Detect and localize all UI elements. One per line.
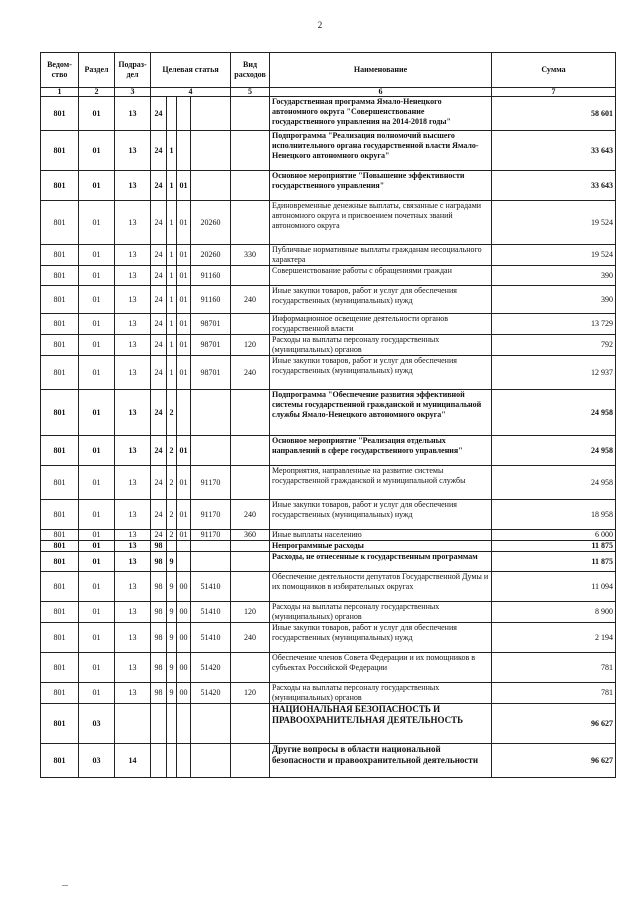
cell-cs-program: 24 [151,171,167,201]
cell-podrazdel: 13 [115,266,151,286]
cell-cs-subprogram: 9 [167,653,177,683]
cell-naimenovanie: Иные закупки товаров, работ и услуг для обеспечения государственных (муниципальных) нужд [270,623,492,653]
cell-vedomstvo: 801 [41,530,79,541]
cell-vid-rashodov [231,314,270,335]
table-row [41,572,616,602]
cell-cs-event: 01 [177,171,191,201]
cell-summa: 96 627 [492,704,616,744]
cell-razdel: 01 [79,171,115,201]
cell-vedomstvo: 801 [41,245,79,266]
cell-naimenovanie: Мероприятия, направленные на развитие системы государственной гражданской и муниципальной службы [270,466,492,500]
cell-cs-direction [191,744,231,778]
cell-cs-program: 24 [151,436,167,466]
cell-summa: 24 958 [492,390,616,436]
cell-naimenovanie: Информационное освещение деятельности органов государственной власти [270,314,492,335]
cell-naimenovanie: Непрограммные расходы [270,541,492,552]
cell-vedomstvo: 801 [41,623,79,653]
cell-podrazdel: 13 [115,541,151,552]
cell-cs-program: 98 [151,683,167,704]
cell-podrazdel [115,704,151,744]
cell-cs-subprogram: 9 [167,623,177,653]
cell-cs-program: 24 [151,245,167,266]
header-vid-rashodov: Вид расходов [231,53,270,88]
cell-cs-event: 01 [177,201,191,245]
table-row [41,653,616,683]
cell-razdel: 01 [79,314,115,335]
cell-summa: 8 900 [492,602,616,623]
cell-vid-rashodov [231,436,270,466]
cell-cs-event [177,97,191,131]
cell-cs-subprogram: 1 [167,201,177,245]
cell-cs-subprogram: 1 [167,171,177,201]
cell-cs-event: 01 [177,356,191,390]
cell-summa: 781 [492,683,616,704]
cell-naimenovanie: Расходы, не отнесенные к государственным программам [270,552,492,572]
cell-summa: 96 627 [492,744,616,778]
cell-summa: 33 643 [492,131,616,171]
cell-podrazdel: 13 [115,623,151,653]
cell-vedomstvo: 801 [41,171,79,201]
col-number-7: 7 [492,88,616,97]
cell-razdel: 01 [79,653,115,683]
cell-vid-rashodov [231,704,270,744]
cell-cs-program: 24 [151,500,167,530]
cell-naimenovanie: Единовременные денежные выплаты, связанные с наградами автономного округа и присвоением почетных званий автономного округа [270,201,492,245]
cell-cs-event: 00 [177,602,191,623]
cell-cs-subprogram: 1 [167,131,177,171]
cell-vedomstvo: 801 [41,500,79,530]
col-number-2: 2 [79,88,115,97]
cell-cs-direction: 51420 [191,683,231,704]
cell-summa: 390 [492,266,616,286]
cell-vedomstvo: 801 [41,266,79,286]
cell-razdel: 01 [79,541,115,552]
cell-cs-direction: 51410 [191,572,231,602]
cell-summa: 781 [492,653,616,683]
cell-summa: 19 524 [492,201,616,245]
cell-cs-program: 98 [151,552,167,572]
cell-cs-subprogram: 9 [167,552,177,572]
table-row [41,171,616,201]
cell-cs-event [177,390,191,436]
table-row [41,245,616,266]
cell-vid-rashodov [231,541,270,552]
cell-cs-event: 00 [177,623,191,653]
budget-table [40,52,616,778]
cell-naimenovanie: Иные закупки товаров, работ и услуг для обеспечения государственных (муниципальных) нужд [270,286,492,314]
cell-cs-subprogram: 2 [167,390,177,436]
cell-cs-subprogram: 2 [167,530,177,541]
page-number: 2 [317,20,323,30]
cell-cs-event [177,541,191,552]
cell-vedomstvo: 801 [41,314,79,335]
cell-vid-rashodov [231,390,270,436]
cell-summa: 11 094 [492,572,616,602]
cell-naimenovanie: Публичные нормативные выплаты гражданам несоциального характера [270,245,492,266]
table-row [41,266,616,286]
scan-mark [62,885,68,886]
cell-cs-program: 24 [151,314,167,335]
cell-cs-subprogram: 2 [167,500,177,530]
cell-summa: 24 958 [492,436,616,466]
col-number-5: 5 [231,88,270,97]
cell-naimenovanie: Основное мероприятие "Повышение эффективности государственного управления" [270,171,492,201]
table-row [41,466,616,500]
cell-podrazdel: 13 [115,335,151,356]
cell-podrazdel: 13 [115,653,151,683]
table-row [41,286,616,314]
header-podrazdel: Подраз-дел [115,53,151,88]
table-row [41,704,616,744]
col-number-3: 3 [115,88,151,97]
cell-vedomstvo: 801 [41,97,79,131]
table-row [41,390,616,436]
cell-vid-rashodov: 240 [231,623,270,653]
cell-cs-subprogram: 1 [167,286,177,314]
header-naimenovanie: Наименование [270,53,492,88]
cell-summa: 18 958 [492,500,616,530]
cell-naimenovanie: Иные закупки товаров, работ и услуг для обеспечения государственных (муниципальных) нужд [270,500,492,530]
cell-cs-event: 00 [177,572,191,602]
cell-vid-rashodov: 120 [231,335,270,356]
cell-podrazdel: 13 [115,201,151,245]
cell-razdel: 01 [79,572,115,602]
col-number-1: 1 [41,88,79,97]
cell-vedomstvo: 801 [41,683,79,704]
cell-vid-rashodov: 240 [231,500,270,530]
cell-cs-program [151,744,167,778]
cell-cs-direction: 98701 [191,335,231,356]
cell-cs-direction [191,97,231,131]
cell-razdel: 01 [79,623,115,653]
cell-cs-program: 24 [151,201,167,245]
cell-summa: 58 601 [492,97,616,131]
cell-cs-direction [191,541,231,552]
col-number-6: 6 [270,88,492,97]
table-row [41,131,616,171]
cell-cs-event: 01 [177,530,191,541]
cell-cs-subprogram: 1 [167,266,177,286]
cell-cs-event: 01 [177,314,191,335]
cell-cs-direction: 20260 [191,245,231,266]
cell-vid-rashodov: 330 [231,245,270,266]
cell-razdel: 01 [79,286,115,314]
cell-summa: 33 643 [492,171,616,201]
cell-cs-direction: 51420 [191,653,231,683]
cell-vedomstvo: 801 [41,744,79,778]
cell-cs-program: 24 [151,530,167,541]
cell-cs-program: 24 [151,356,167,390]
cell-cs-subprogram: 9 [167,683,177,704]
cell-podrazdel: 14 [115,744,151,778]
col-number-4: 4 [151,88,231,97]
cell-naimenovanie: Подпрограмма "Реализация полномочий высшего исполнительного органа государственной власти Ямало-Ненецкого автономного округа" [270,131,492,171]
cell-cs-program: 24 [151,390,167,436]
cell-razdel: 01 [79,552,115,572]
cell-cs-subprogram [167,97,177,131]
cell-podrazdel: 13 [115,572,151,602]
cell-vedomstvo: 801 [41,541,79,552]
table-body [41,97,616,778]
cell-cs-direction: 98701 [191,314,231,335]
cell-naimenovanie: Обеспечение членов Совета Федерации и их помощников в субъектах Российской Федерации [270,653,492,683]
cell-razdel: 01 [79,530,115,541]
cell-vid-rashodov [231,466,270,500]
cell-vedomstvo: 801 [41,602,79,623]
cell-podrazdel: 13 [115,552,151,572]
cell-summa: 13 729 [492,314,616,335]
table-row [41,356,616,390]
table-row [41,97,616,131]
cell-cs-subprogram: 1 [167,335,177,356]
cell-summa: 2 194 [492,623,616,653]
table-row [41,500,616,530]
cell-naimenovanie: Совершенствование работы с обращениями граждан [270,266,492,286]
cell-podrazdel: 13 [115,286,151,314]
cell-cs-program: 24 [151,266,167,286]
cell-cs-direction [191,704,231,744]
cell-naimenovanie: Обеспечение деятельности депутатов Государственной Думы и их помощников в избирательных округах [270,572,492,602]
cell-cs-program: 24 [151,286,167,314]
cell-naimenovanie: Иные выплаты населению [270,530,492,541]
cell-naimenovanie: Основное мероприятие "Реализация отдельных направлений в сфере государственного управления" [270,436,492,466]
cell-vedomstvo: 801 [41,466,79,500]
cell-cs-program: 98 [151,602,167,623]
cell-vedomstvo: 801 [41,552,79,572]
cell-razdel: 01 [79,245,115,266]
table-row [41,541,616,552]
cell-naimenovanie: Подпрограмма "Обеспечение развития эффективной системы государственной гражданской и муниципальной службы Ямало-Ненецкого автономного округа" [270,390,492,436]
cell-razdel: 01 [79,683,115,704]
cell-cs-event: 01 [177,245,191,266]
cell-cs-event: 00 [177,683,191,704]
cell-naimenovanie: Расходы на выплаты персоналу государственных (муниципальных) органов [270,602,492,623]
cell-naimenovanie: Иные закупки товаров, работ и услуг для обеспечения государственных (муниципальных) нужд [270,356,492,390]
cell-razdel: 01 [79,356,115,390]
cell-podrazdel: 13 [115,97,151,131]
cell-cs-subprogram: 1 [167,245,177,266]
cell-vid-rashodov [231,171,270,201]
cell-podrazdel: 13 [115,602,151,623]
cell-vid-rashodov: 240 [231,356,270,390]
cell-cs-direction: 51410 [191,623,231,653]
cell-cs-subprogram [167,744,177,778]
cell-razdel: 03 [79,704,115,744]
cell-cs-direction: 91160 [191,286,231,314]
cell-vid-rashodov: 120 [231,683,270,704]
cell-naimenovanie: Другие вопросы в области национальной безопасности и правоохранительной деятельности [270,744,492,778]
cell-cs-program [151,704,167,744]
cell-podrazdel: 13 [115,171,151,201]
cell-razdel: 01 [79,266,115,286]
table-row [41,623,616,653]
header-vedomstvo: Ведом-ство [41,53,79,88]
cell-cs-subprogram [167,541,177,552]
cell-razdel: 01 [79,602,115,623]
cell-vedomstvo: 801 [41,436,79,466]
cell-cs-event [177,744,191,778]
cell-razdel: 01 [79,466,115,500]
cell-naimenovanie: НАЦИОНАЛЬНАЯ БЕЗОПАСНОСТЬ И ПРАВООХРАНИТЕЛЬНАЯ ДЕЯТЕЛЬНОСТЬ [270,704,492,744]
cell-podrazdel: 13 [115,356,151,390]
cell-cs-direction [191,390,231,436]
cell-cs-program: 24 [151,466,167,500]
cell-cs-subprogram: 9 [167,602,177,623]
cell-summa: 390 [492,286,616,314]
cell-vid-rashodov [231,572,270,602]
cell-cs-direction: 98701 [191,356,231,390]
cell-vedomstvo: 801 [41,572,79,602]
table-row [41,436,616,466]
cell-cs-subprogram [167,704,177,744]
cell-vedomstvo: 801 [41,286,79,314]
cell-razdel: 03 [79,744,115,778]
cell-cs-subprogram: 1 [167,314,177,335]
cell-vid-rashodov [231,653,270,683]
cell-cs-event: 01 [177,500,191,530]
cell-cs-subprogram: 9 [167,572,177,602]
cell-cs-program: 98 [151,653,167,683]
table-row [41,683,616,704]
cell-cs-event: 01 [177,335,191,356]
cell-summa: 19 524 [492,245,616,266]
cell-podrazdel: 13 [115,500,151,530]
cell-podrazdel: 13 [115,314,151,335]
cell-cs-subprogram: 1 [167,356,177,390]
cell-razdel: 01 [79,97,115,131]
cell-cs-event: 01 [177,266,191,286]
cell-razdel: 01 [79,436,115,466]
cell-summa: 24 958 [492,466,616,500]
cell-vid-rashodov [231,552,270,572]
table-row [41,744,616,778]
cell-cs-direction: 91160 [191,266,231,286]
cell-cs-subprogram: 2 [167,436,177,466]
cell-cs-event [177,131,191,171]
cell-vid-rashodov [231,131,270,171]
header-razdel: Раздел [79,53,115,88]
cell-cs-direction: 20260 [191,201,231,245]
cell-podrazdel: 13 [115,466,151,500]
cell-podrazdel: 13 [115,390,151,436]
cell-podrazdel: 13 [115,131,151,171]
cell-vedomstvo: 801 [41,356,79,390]
cell-cs-direction: 51410 [191,602,231,623]
cell-razdel: 01 [79,500,115,530]
cell-cs-program: 24 [151,131,167,171]
cell-cs-subprogram: 2 [167,466,177,500]
cell-cs-event: 00 [177,653,191,683]
cell-summa: 12 937 [492,356,616,390]
cell-cs-direction: 91170 [191,500,231,530]
cell-naimenovanie: Расходы на выплаты персоналу государственных (муниципальных) органов [270,335,492,356]
cell-summa: 6 000 [492,530,616,541]
cell-podrazdel: 13 [115,683,151,704]
cell-cs-event: 01 [177,436,191,466]
table-row [41,602,616,623]
cell-cs-program: 98 [151,572,167,602]
cell-vedomstvo: 801 [41,335,79,356]
cell-cs-program: 24 [151,97,167,131]
cell-podrazdel: 13 [115,436,151,466]
cell-cs-event: 01 [177,286,191,314]
header-celevaya-statya: Целевая статья [151,53,231,88]
table-row [41,201,616,245]
cell-razdel: 01 [79,201,115,245]
cell-vid-rashodov [231,744,270,778]
header-summa: Сумма [492,53,616,88]
cell-vid-rashodov [231,266,270,286]
cell-cs-direction [191,436,231,466]
cell-cs-direction [191,552,231,572]
cell-vid-rashodov: 360 [231,530,270,541]
cell-podrazdel: 13 [115,245,151,266]
cell-podrazdel: 13 [115,530,151,541]
cell-cs-program: 98 [151,541,167,552]
cell-vedomstvo: 801 [41,201,79,245]
cell-vid-rashodov [231,201,270,245]
cell-vedomstvo: 801 [41,390,79,436]
table-row [41,530,616,541]
cell-naimenovanie: Расходы на выплаты персоналу государственных (муниципальных) органов [270,683,492,704]
cell-vedomstvo: 801 [41,131,79,171]
cell-cs-event [177,552,191,572]
cell-vedomstvo: 801 [41,704,79,744]
cell-cs-direction: 91170 [191,530,231,541]
cell-cs-direction [191,171,231,201]
table-row [41,314,616,335]
cell-razdel: 01 [79,335,115,356]
cell-cs-program: 24 [151,335,167,356]
cell-razdel: 01 [79,390,115,436]
cell-summa: 11 875 [492,552,616,572]
cell-cs-event: 01 [177,466,191,500]
cell-cs-direction [191,131,231,171]
cell-razdel: 01 [79,131,115,171]
cell-vid-rashodov [231,97,270,131]
cell-cs-direction: 91170 [191,466,231,500]
cell-summa: 11 875 [492,541,616,552]
cell-vid-rashodov: 240 [231,286,270,314]
cell-cs-event [177,704,191,744]
cell-cs-program: 98 [151,623,167,653]
cell-vid-rashodov: 120 [231,602,270,623]
cell-vedomstvo: 801 [41,653,79,683]
cell-naimenovanie: Государственная программа Ямало-Ненецкого автономного округа "Совершенствование государственного управления на 2014-2018 годы" [270,97,492,131]
table-row [41,552,616,572]
cell-summa: 792 [492,335,616,356]
table-row [41,335,616,356]
